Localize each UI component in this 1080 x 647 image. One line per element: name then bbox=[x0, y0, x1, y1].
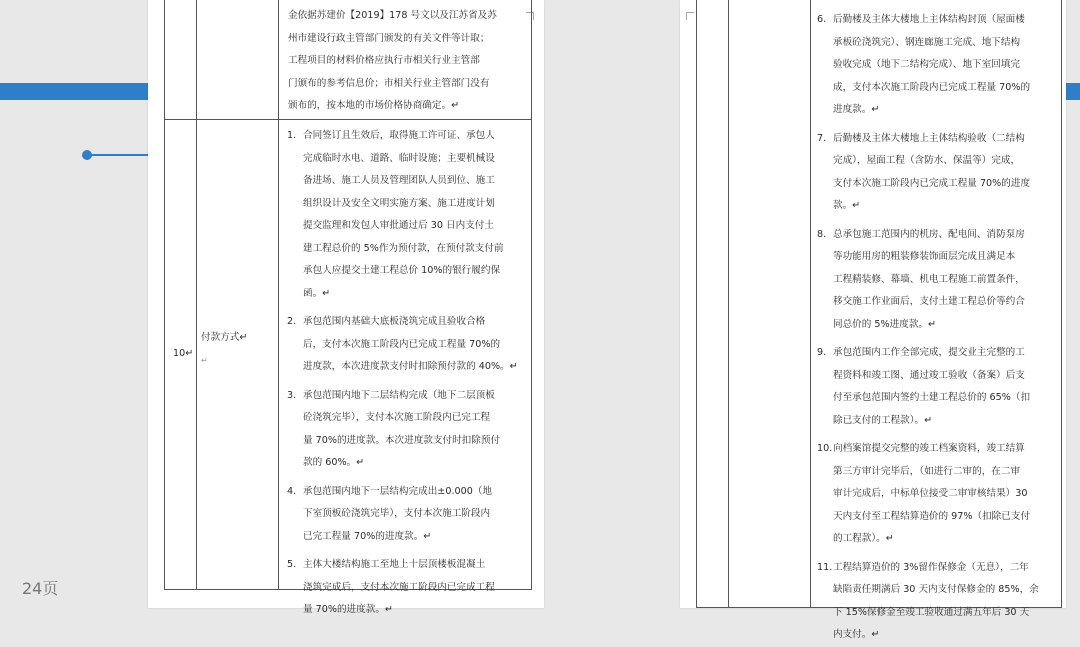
text-line: 审计完成后，中标单位接受二审审核结果）30 bbox=[833, 488, 1028, 499]
row-number: 10↵ bbox=[173, 348, 194, 359]
document-page-right bbox=[680, 0, 1066, 640]
text-line: 组织设计及安全文明实施方案、施工进度计划 bbox=[303, 197, 495, 209]
payment-item-5 bbox=[287, 554, 529, 622]
text-line: 程资料和竣工图、通过竣工验收（备案）后支 bbox=[833, 369, 1025, 381]
text-line: 工程项目的材料价格应执行市相关行业主管部 bbox=[288, 55, 480, 66]
text-line: 内支付。↵ bbox=[833, 629, 880, 640]
page-count-label: 24页 bbox=[22, 579, 59, 598]
text-line: 颁布的，按本地的市场价格协商确定。↵ bbox=[288, 100, 460, 111]
item-text bbox=[833, 224, 1057, 337]
text-line: 缺陷责任期满后 30 天内支付保修金的 85%，余 bbox=[833, 584, 1039, 595]
text-line: 建工程总价的 5%作为预付款，在预付款支付前 bbox=[303, 242, 504, 254]
text-line: 承板砼浇筑完）、钢连廊施工完成、地下结构 bbox=[833, 36, 1021, 48]
item-number: 3. bbox=[287, 389, 297, 401]
text-line: 同总价的 5%进度款。↵ bbox=[833, 318, 937, 330]
text-line: 州市建设行政主管部门颁发的有关文件等计取； bbox=[288, 32, 490, 44]
text-line: 的工程款）。↵ bbox=[833, 533, 894, 544]
text-line: 等功能用房的粗装修装饰面层完成且满足本 bbox=[833, 251, 1016, 262]
item-number: 5. bbox=[287, 559, 297, 570]
payment-item-3 bbox=[287, 385, 529, 475]
payment-terms-list bbox=[287, 125, 529, 622]
text-line: 天内支付至工程结算造价的 97%（扣除已支付 bbox=[833, 510, 1031, 522]
text-line: 浇筑完成后，支付本次施工阶段内已完成工程 bbox=[303, 581, 495, 593]
text-line: 后勤楼及主体大楼地上主体结构封顶（屋面楼 bbox=[833, 14, 1025, 25]
text-line: 门颁布的参考信息价；市相关行业主管部门没有 bbox=[288, 77, 490, 89]
payment-item-4 bbox=[287, 481, 529, 549]
item-text bbox=[833, 342, 1057, 432]
text-line: 合同签订且生效后，取得施工许可证、承包人 bbox=[303, 130, 495, 141]
item-text bbox=[303, 554, 529, 622]
payment-item-6 bbox=[817, 9, 1057, 122]
text-line: 除已支付的工程款）。↵ bbox=[833, 414, 933, 426]
item-text bbox=[833, 9, 1057, 122]
text-line: 成，支付本次施工阶段内已完成工程量 70%的 bbox=[833, 81, 1031, 93]
text-line: 完成），屋面工程（含防水、保温等）完成， bbox=[833, 155, 1021, 166]
text-line: 提交监理和发包人审批通过后 30 日内支付土 bbox=[303, 220, 494, 231]
text-line: 进度款。↵ bbox=[833, 104, 880, 115]
payment-item-8 bbox=[817, 224, 1057, 337]
text-line: 向档案馆提交完整的竣工档案资料，竣工结算 bbox=[833, 443, 1025, 454]
item-number: 7. bbox=[817, 132, 827, 144]
item-number: 10. bbox=[817, 443, 833, 454]
payment-table-right bbox=[696, 0, 1062, 640]
table-col-divider bbox=[278, 0, 279, 589]
text-line: 承包范围内地下一层结构完成出±0.000（地 bbox=[303, 485, 493, 497]
row-number-cell bbox=[173, 343, 197, 366]
comment-anchor-line bbox=[90, 154, 156, 156]
text-line: 移交施工作业面后，支付土建工程总价等约合 bbox=[833, 296, 1025, 307]
item-text bbox=[833, 438, 1057, 551]
text-line: 已完工程量 70%的进度款。↵ bbox=[303, 530, 432, 542]
payment-item-7 bbox=[817, 128, 1057, 218]
item-number: 1. bbox=[287, 130, 297, 141]
item-text bbox=[303, 481, 529, 549]
text-line: 支付本次施工阶段内已完成工程量 70%的进度 bbox=[833, 177, 1031, 189]
item-number: 4. bbox=[287, 485, 297, 497]
table-col-divider bbox=[810, 0, 811, 607]
item-text bbox=[303, 311, 529, 379]
text-line: 承包人应提交土建工程总价 10%的银行履约保 bbox=[303, 265, 501, 276]
left-gutter-highlight bbox=[0, 83, 156, 100]
margin-corner-mark bbox=[686, 12, 694, 20]
item-number: 6. bbox=[817, 14, 827, 25]
text-line: 函。↵ bbox=[303, 287, 331, 299]
item-text bbox=[303, 385, 529, 475]
row-label: 付款方式↵ bbox=[201, 332, 248, 343]
text-line: 工程结算造价的 3%留作保修金（无息），二年 bbox=[833, 561, 1029, 573]
text-line: 款。↵ bbox=[833, 200, 861, 211]
payment-table-left bbox=[164, 0, 532, 615]
text-line: 完成临时水电、道路、临时设施；主要机械设 bbox=[303, 152, 495, 164]
text-line: 付至承包范围内签约土建工程总价的 65%（扣 bbox=[833, 392, 1031, 403]
payment-item-11 bbox=[817, 557, 1057, 647]
text-line: 量 70%的进度款。↵ bbox=[303, 604, 393, 615]
item-number: 2. bbox=[287, 316, 297, 327]
text-line: 承包范围内基础大底板浇筑完成且验收合格 bbox=[303, 316, 486, 327]
payment-terms-list-continued bbox=[817, 9, 1057, 647]
text-line: 备进场、施工人员及管理团队人员到位、施工 bbox=[303, 175, 495, 186]
item-number: 9. bbox=[817, 347, 827, 358]
payment-item-1 bbox=[287, 125, 529, 305]
text-line: 下 15%保修金至竣工验收通过满五年后 30 天 bbox=[833, 606, 1030, 618]
text-line: 量 70%的进度款。本次进度款支付时扣除预付 bbox=[303, 434, 501, 446]
right-gutter-highlight bbox=[1066, 83, 1080, 100]
text-line: 验收完成（地下二结构完成）、地下室回填完 bbox=[833, 59, 1021, 70]
document-page-left bbox=[148, 0, 544, 615]
text-line: 工程精装修、幕墙、机电工程施工前置条件， bbox=[833, 273, 1025, 285]
table-col-divider bbox=[728, 0, 729, 607]
item-text bbox=[833, 128, 1057, 218]
payment-item-10 bbox=[817, 438, 1057, 551]
text-line: 进度款，本次进度款支付时扣除预付款的 40%。↵ bbox=[303, 361, 518, 372]
text-line: 总承包施工范围内的机房、配电间、消防泵房 bbox=[833, 228, 1025, 240]
text-line: 砼浇筑完毕），支付本次施工阶段内已完工程 bbox=[303, 412, 491, 423]
text-line: 承包范围内地下二层结构完成（地下二层顶板 bbox=[303, 389, 495, 401]
table-col-divider bbox=[196, 0, 197, 589]
item-number: 11. bbox=[817, 561, 833, 573]
row-label-cell bbox=[201, 327, 277, 372]
table-row-divider bbox=[165, 119, 531, 120]
text-line: 后勤楼及主体大楼地上主体结构验收（二结构 bbox=[833, 132, 1025, 144]
payment-item-9 bbox=[817, 342, 1057, 432]
item-text bbox=[833, 557, 1057, 647]
previous-row-text bbox=[288, 5, 526, 118]
text-line: 下室顶板砼浇筑完毕），支付本次施工阶段内 bbox=[303, 508, 491, 519]
item-number: 8. bbox=[817, 228, 827, 240]
item-text bbox=[303, 125, 529, 305]
text-line: 承包范围内工作全部完成，提交业主完整的工 bbox=[833, 347, 1025, 358]
text-line: 后，支付本次施工阶段内已完成工程量 70%的 bbox=[303, 338, 501, 350]
paragraph-mark: ↵ bbox=[201, 355, 208, 365]
payment-item-2 bbox=[287, 311, 529, 379]
text-line: 款的 60%。↵ bbox=[303, 457, 365, 468]
text-line: 第三方审计完毕后，（如进行二审的，在二审 bbox=[833, 465, 1021, 477]
text-line: 金依据苏建价【2019】178 号文以及江苏省及苏 bbox=[288, 10, 497, 21]
text-line: 主体大楼结构施工至地上十层顶楼板混凝土 bbox=[303, 559, 486, 570]
